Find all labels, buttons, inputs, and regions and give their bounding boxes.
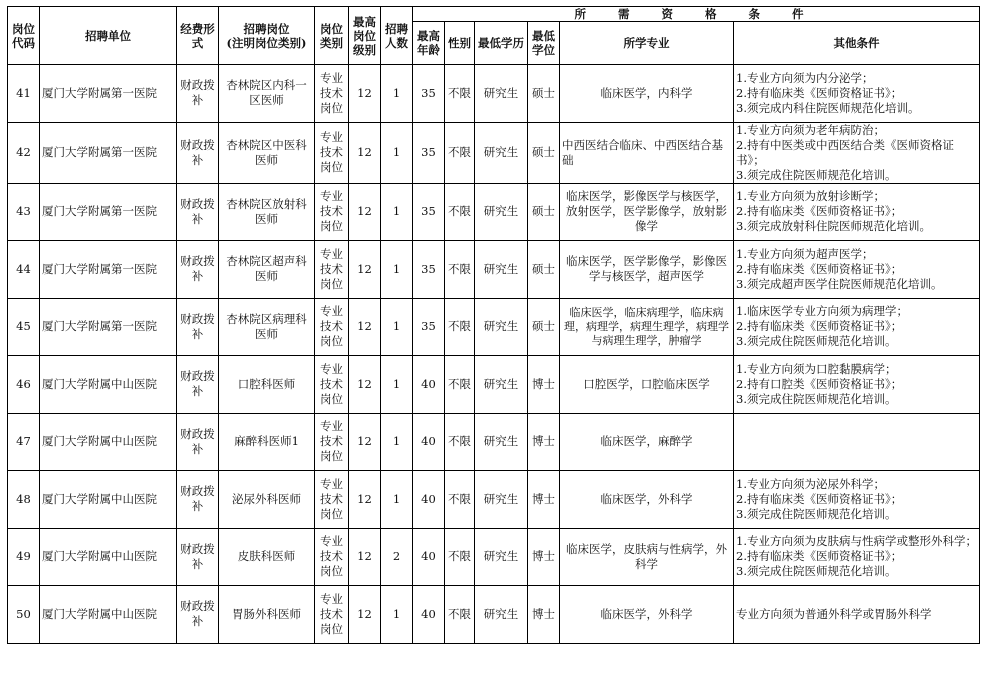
cell-max-age: 40: [413, 586, 445, 644]
cell-count: 1: [381, 471, 413, 529]
cell-funding: 财政拨补: [177, 586, 219, 644]
cell-position: 杏林院区超声科医师: [219, 241, 315, 299]
cell-funding: 财政拨补: [177, 356, 219, 414]
header-level: 最高岗位级别: [349, 7, 381, 65]
cell-education: 研究生: [475, 241, 528, 299]
cell-major: 临床医学，麻醉学: [560, 413, 734, 471]
cell-category: 专业技术岗位: [315, 528, 349, 586]
cell-unit: 厦门大学附属中山医院: [40, 471, 177, 529]
cell-category: 专业技术岗位: [315, 241, 349, 299]
cell-max-age: 40: [413, 356, 445, 414]
cell-max-age: 40: [413, 471, 445, 529]
cell-unit: 厦门大学附属中山医院: [40, 586, 177, 644]
header-degree: 最低学位: [528, 22, 560, 65]
cell-position: 麻醉科医师1: [219, 413, 315, 471]
cell-count: 1: [381, 122, 413, 183]
cell-degree: 博士: [528, 356, 560, 414]
cell-code: 44: [8, 241, 40, 299]
cell-max-age: 35: [413, 65, 445, 123]
cell-major: 临床医学，内科学: [560, 65, 734, 123]
table-row: [8, 65, 980, 123]
cell-degree: 博士: [528, 413, 560, 471]
cell-other: 1.专业方向须为泌尿外科学； 2.持有临床类《医师资格证书》； 3.须完成住院医师规范化培训。: [734, 471, 980, 529]
cell-other: [734, 413, 980, 471]
cell-unit: 厦门大学附属第一医院: [40, 298, 177, 356]
cell-funding: 财政拨补: [177, 122, 219, 183]
cell-gender: 不限: [445, 413, 475, 471]
cell-count: 1: [381, 241, 413, 299]
cell-other: 1.专业方向须为超声医学； 2.持有临床类《医师资格证书》； 3.须完成超声医学住院医师规范化培训。: [734, 241, 980, 299]
cell-code: 42: [8, 122, 40, 183]
cell-education: 研究生: [475, 586, 528, 644]
cell-level: 12: [349, 356, 381, 414]
cell-category: 专业技术岗位: [315, 413, 349, 471]
cell-level: 12: [349, 65, 381, 123]
cell-funding: 财政拨补: [177, 528, 219, 586]
cell-education: 研究生: [475, 413, 528, 471]
recruitment-table: [7, 6, 980, 644]
cell-unit: 厦门大学附属第一医院: [40, 183, 177, 241]
cell-position: 杏林院区病理科医师: [219, 298, 315, 356]
cell-gender: 不限: [445, 122, 475, 183]
cell-gender: 不限: [445, 356, 475, 414]
cell-other: 1.专业方向须为放射诊断学； 2.持有临床类《医师资格证书》； 3.须完成放射科住院医师规范化培训。: [734, 183, 980, 241]
cell-major: 口腔医学，口腔临床医学: [560, 356, 734, 414]
cell-code: 46: [8, 356, 40, 414]
cell-education: 研究生: [475, 122, 528, 183]
cell-position: 杏林院区放射科医师: [219, 183, 315, 241]
cell-level: 12: [349, 471, 381, 529]
cell-code: 49: [8, 528, 40, 586]
cell-category: 专业技术岗位: [315, 298, 349, 356]
cell-code: 48: [8, 471, 40, 529]
table-row: [8, 356, 980, 414]
header-max-age: 最高年龄: [413, 22, 445, 65]
header-position: 招聘岗位 (注明岗位类别): [219, 7, 315, 65]
cell-category: 专业技术岗位: [315, 65, 349, 123]
cell-category: 专业技术岗位: [315, 356, 349, 414]
cell-code: 41: [8, 65, 40, 123]
cell-major: 临床医学，临床病理学，临床病理，病理学，病理生理学，病理学与病理生理学，肿瘤学: [560, 298, 734, 356]
cell-max-age: 35: [413, 298, 445, 356]
cell-count: 1: [381, 65, 413, 123]
table-row: [8, 183, 980, 241]
cell-funding: 财政拨补: [177, 413, 219, 471]
table-row: [8, 471, 980, 529]
header-code: 岗位代码: [8, 7, 40, 65]
cell-count: 1: [381, 298, 413, 356]
cell-funding: 财政拨补: [177, 65, 219, 123]
cell-major: 中西医结合临床、中西医结合基础: [560, 122, 734, 183]
cell-other: 1.专业方向须为口腔黏膜病学； 2.持有口腔类《医师资格证书》； 3.须完成住院医师规范化培训。: [734, 356, 980, 414]
cell-count: 1: [381, 183, 413, 241]
cell-education: 研究生: [475, 183, 528, 241]
cell-position: 杏林院区中医科医师: [219, 122, 315, 183]
header-major: 所学专业: [560, 22, 734, 65]
cell-max-age: 35: [413, 183, 445, 241]
cell-major: 临床医学，医学影像学，影像医学与核医学，超声医学: [560, 241, 734, 299]
cell-education: 研究生: [475, 65, 528, 123]
cell-unit: 厦门大学附属中山医院: [40, 413, 177, 471]
cell-max-age: 40: [413, 413, 445, 471]
header-gender: 性别: [445, 22, 475, 65]
cell-position: 胃肠外科医师: [219, 586, 315, 644]
table-body: [8, 65, 980, 644]
cell-max-age: 35: [413, 122, 445, 183]
cell-position: 杏林院区内科一区医师: [219, 65, 315, 123]
cell-degree: 博士: [528, 471, 560, 529]
cell-funding: 财政拨补: [177, 183, 219, 241]
cell-funding: 财政拨补: [177, 298, 219, 356]
cell-category: 专业技术岗位: [315, 122, 349, 183]
cell-education: 研究生: [475, 528, 528, 586]
cell-max-age: 35: [413, 241, 445, 299]
cell-level: 12: [349, 528, 381, 586]
cell-position: 皮肤科医师: [219, 528, 315, 586]
table-row: [8, 413, 980, 471]
cell-category: 专业技术岗位: [315, 586, 349, 644]
cell-category: 专业技术岗位: [315, 183, 349, 241]
table-row: [8, 122, 980, 183]
cell-education: 研究生: [475, 471, 528, 529]
table-row: [8, 586, 980, 644]
cell-level: 12: [349, 241, 381, 299]
cell-unit: 厦门大学附属中山医院: [40, 356, 177, 414]
cell-other: 1.专业方向须为老年病防治； 2.持有中医类或中西医结合类《医师资格证书》； 3.须完成住院医师规范化培训。: [734, 122, 980, 183]
cell-degree: 博士: [528, 528, 560, 586]
header-row-1: [8, 7, 980, 22]
cell-education: 研究生: [475, 356, 528, 414]
cell-gender: 不限: [445, 586, 475, 644]
cell-degree: 硕士: [528, 241, 560, 299]
cell-other: 1.临床医学专业方向须为病理学； 2.持有临床类《医师资格证书》； 3.须完成住院医师规范化培训。: [734, 298, 980, 356]
cell-gender: 不限: [445, 298, 475, 356]
header-count: 招聘人数: [381, 7, 413, 65]
cell-level: 12: [349, 413, 381, 471]
cell-unit: 厦门大学附属中山医院: [40, 528, 177, 586]
cell-gender: 不限: [445, 471, 475, 529]
cell-level: 12: [349, 183, 381, 241]
header-unit: 招聘单位: [40, 7, 177, 65]
cell-degree: 博士: [528, 586, 560, 644]
cell-major: 临床医学，皮肤病与性病学，外科学: [560, 528, 734, 586]
table-row: [8, 298, 980, 356]
cell-level: 12: [349, 586, 381, 644]
cell-count: 1: [381, 356, 413, 414]
cell-code: 47: [8, 413, 40, 471]
header-other: 其他条件: [734, 22, 980, 65]
cell-degree: 硕士: [528, 65, 560, 123]
cell-count: 1: [381, 586, 413, 644]
cell-code: 50: [8, 586, 40, 644]
cell-code: 45: [8, 298, 40, 356]
cell-funding: 财政拨补: [177, 241, 219, 299]
cell-unit: 厦门大学附属第一医院: [40, 241, 177, 299]
cell-major: 临床医学，外科学: [560, 471, 734, 529]
cell-other: 1.专业方向须为皮肤病与性病学或整形外科学； 2.持有临床类《医师资格证书》； 3.须完成住院医师规范化培训。: [734, 528, 980, 586]
cell-code: 43: [8, 183, 40, 241]
cell-funding: 财政拨补: [177, 471, 219, 529]
cell-level: 12: [349, 122, 381, 183]
header-requirements: 所 需 资 格 条 件: [413, 7, 980, 22]
header-category: 岗位类别: [315, 7, 349, 65]
cell-other: 1.专业方向须为内分泌学； 2.持有临床类《医师资格证书》； 3.须完成内科住院医师规范化培训。: [734, 65, 980, 123]
cell-education: 研究生: [475, 298, 528, 356]
cell-level: 12: [349, 298, 381, 356]
cell-gender: 不限: [445, 183, 475, 241]
table-row: [8, 241, 980, 299]
cell-gender: 不限: [445, 65, 475, 123]
cell-major: 临床医学，外科学: [560, 586, 734, 644]
cell-gender: 不限: [445, 241, 475, 299]
table-row: [8, 528, 980, 586]
cell-category: 专业技术岗位: [315, 471, 349, 529]
cell-gender: 不限: [445, 528, 475, 586]
header-funding: 经费形式: [177, 7, 219, 65]
cell-count: 2: [381, 528, 413, 586]
cell-unit: 厦门大学附属第一医院: [40, 122, 177, 183]
cell-max-age: 40: [413, 528, 445, 586]
header-education: 最低学历: [475, 22, 528, 65]
cell-other: 专业方向须为普通外科学或胃肠外科学: [734, 586, 980, 644]
cell-degree: 硕士: [528, 298, 560, 356]
cell-unit: 厦门大学附属第一医院: [40, 65, 177, 123]
cell-count: 1: [381, 413, 413, 471]
cell-degree: 硕士: [528, 183, 560, 241]
cell-major: 临床医学，影像医学与核医学，放射医学，医学影像学，放射影像学: [560, 183, 734, 241]
cell-position: 泌尿外科医师: [219, 471, 315, 529]
cell-degree: 硕士: [528, 122, 560, 183]
cell-position: 口腔科医师: [219, 356, 315, 414]
